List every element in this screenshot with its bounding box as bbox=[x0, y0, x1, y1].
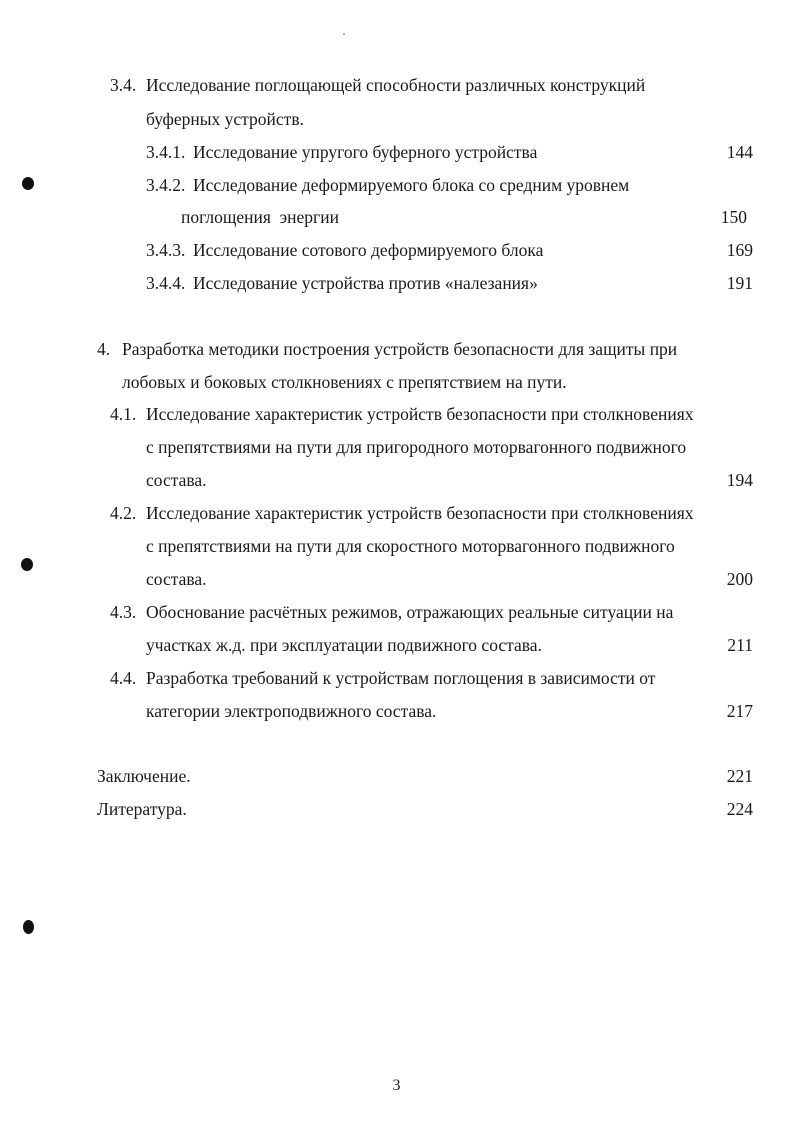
toc-entry-3-4-4-title: Исследование устройства против «налезания» bbox=[193, 273, 538, 293]
toc-entry-3-4-title: Исследование поглощающей способности различных конструкций bbox=[146, 75, 646, 95]
punch-hole-mark-bottom bbox=[23, 920, 34, 934]
toc-entry-3-4-1-page: 144 bbox=[726, 142, 753, 162]
toc-entry-3-4-2-number: 3.4.2. bbox=[146, 175, 186, 195]
toc-entry-4-2-title-cont: с препятствиями на пути для скоростного моторвагонного подвижного bbox=[146, 536, 675, 556]
toc-entry-4-4-number: 4.4. bbox=[110, 668, 137, 688]
toc-entry-3-4-2-title-cont: поглощения энергии bbox=[181, 207, 339, 227]
toc-entry-4-1-page: 194 bbox=[726, 470, 753, 490]
toc-entry-4-1-title: Исследование характеристик устройств безопасности при столкновениях bbox=[146, 404, 694, 424]
page-number: 3 bbox=[392, 1077, 401, 1094]
toc-entry-conclusion-title: Заключение. bbox=[97, 766, 191, 786]
toc-entry-4-title: Разработка методики построения устройств безопасности для защиты при bbox=[122, 339, 678, 359]
toc-entry-4-1-title-cont2: состава. bbox=[146, 470, 207, 490]
toc-entry-3-4-1-title: Исследование упругого буферного устройства bbox=[193, 142, 538, 162]
punch-hole-mark-middle bbox=[21, 558, 33, 571]
toc-entry-4-2-number: 4.2. bbox=[110, 503, 137, 523]
toc-entry-literature-page: 224 bbox=[726, 799, 753, 819]
toc-entry-3-4-2-title: Исследование деформируемого блока со средним уровнем bbox=[193, 175, 630, 195]
toc-entry-3-4-3-number: 3.4.3. bbox=[146, 240, 186, 260]
toc-entry-3-4-2-page: 150 bbox=[720, 207, 747, 227]
toc-entry-4-4-title-cont: категории электроподвижного состава. bbox=[146, 701, 437, 721]
toc-entry-4-3-title-cont: участках ж.д. при эксплуатации подвижного состава. bbox=[146, 635, 542, 655]
toc-entry-3-4-number: 3.4. bbox=[110, 75, 137, 95]
toc-entry-4-2-page: 200 bbox=[726, 569, 753, 589]
toc-entry-4-4-page: 217 bbox=[726, 701, 753, 721]
toc-entry-4-title-cont: лобовых и боковых столкновениях с препятствием на пути. bbox=[122, 372, 567, 392]
toc-entry-4-1-number: 4.1. bbox=[110, 404, 137, 424]
toc-entry-4-1-title-cont: с препятствиями на пути для пригородного моторвагонного подвижного bbox=[146, 437, 687, 457]
toc-entry-3-4-4-page: 191 bbox=[726, 273, 753, 293]
toc-entry-conclusion-page: 221 bbox=[726, 766, 753, 786]
toc-entry-3-4-3-title: Исследование сотового деформируемого блока bbox=[193, 240, 544, 260]
toc-entry-4-3-page: 211 bbox=[727, 635, 753, 655]
toc-entry-4-3-title: Обоснование расчётных режимов, отражающих реальные ситуации на bbox=[146, 602, 674, 622]
toc-entry-3-4-3-page: 169 bbox=[726, 240, 753, 260]
toc-entry-3-4-1-number: 3.4.1. bbox=[146, 142, 186, 162]
punch-hole-mark-top bbox=[22, 177, 34, 190]
toc-entry-4-3-number: 4.3. bbox=[110, 602, 137, 622]
toc-entry-literature-title: Литература. bbox=[97, 799, 187, 819]
toc-entry-4-2-title: Исследование характеристик устройств безопасности при столкновениях bbox=[146, 503, 694, 523]
toc-entry-4-number: 4. bbox=[97, 339, 111, 359]
toc-entry-4-4-title: Разработка требований к устройствам поглощения в зависимости от bbox=[146, 668, 656, 688]
toc-entry-4-2-title-cont2: состава. bbox=[146, 569, 207, 589]
scan-speck bbox=[343, 33, 345, 35]
toc-entry-3-4-title-cont: буферных устройств. bbox=[146, 109, 304, 129]
toc-entry-3-4-4-number: 3.4.4. bbox=[146, 273, 186, 293]
